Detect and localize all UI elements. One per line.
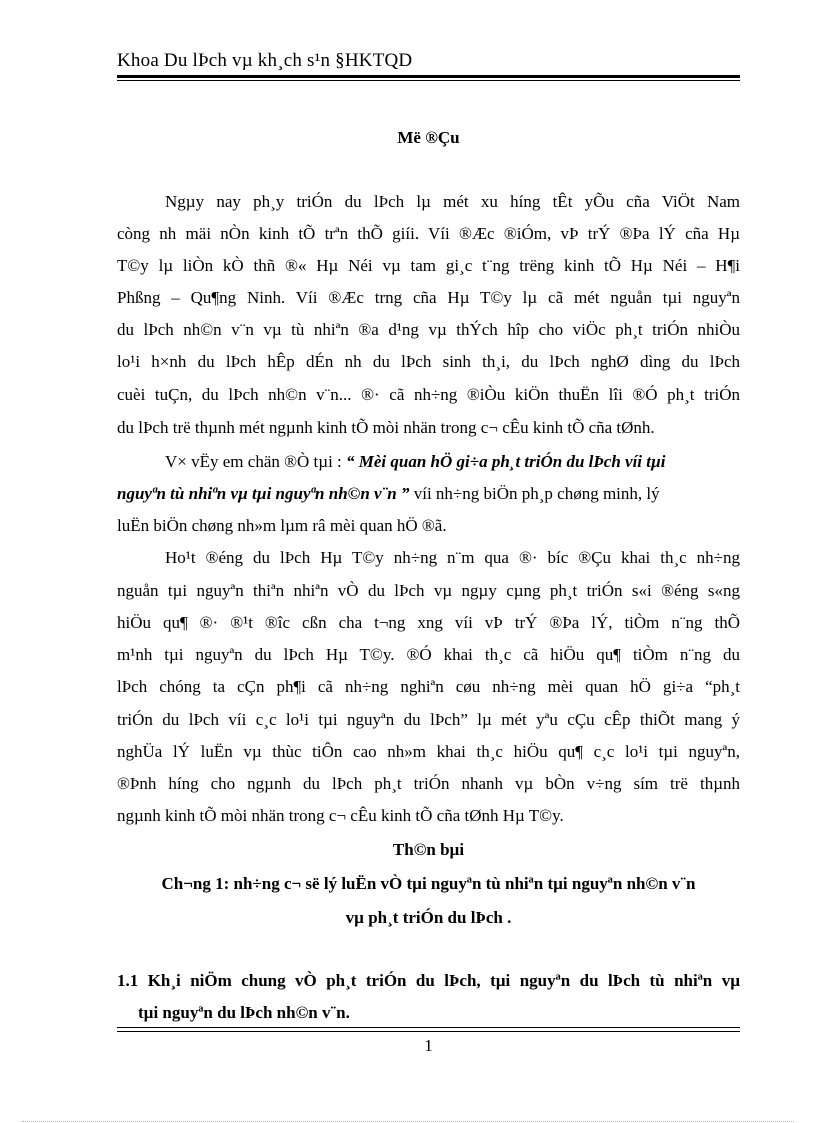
paragraph-2-line-3: luËn biÖn chøng nh»m lµm râ mèi quan hÖ ®ã.: [117, 516, 447, 535]
topic-title-part-1: “ Mèi quan hÖ gi÷a ph¸t triÓn du lÞch víi tµi: [346, 452, 666, 471]
paragraph-3-line: m¹nh tµi nguyªn du lÞch Hµ T©y. ®Ó khai th¸c cã hiÖu qu¶ tiÒm n¨ng du: [117, 645, 740, 664]
header-divider-thick: [117, 75, 740, 78]
paragraph-1-line: Ngµy nay ph¸y triÓn du lÞch lµ mét xu híng tÊt yÕu cña ViÖt Nam: [165, 192, 740, 211]
paragraph-2-line-1: [165, 452, 740, 472]
footer-divider-bottom: [117, 1031, 740, 1032]
subsection-heading-line-2: tµi nguyªn du lÞch nh©n v¨n.: [138, 1003, 350, 1022]
topic-title-part-2: nguyªn tù nhiªn vµ tµi nguyªn nh©n v¨n ”: [117, 484, 410, 503]
paragraph-3-line: nghÜa lÝ luËn vµ thùc tiÔn cao nh»m khai th¸c hiÖu qu¶ c¸c lo¹i tµi nguyªn,: [117, 742, 740, 761]
chapter-heading-line-2: vµ ph¸t triÓn du lÞch .: [345, 908, 512, 927]
page-number: 1: [424, 1036, 433, 1055]
paragraph-3-line: Ho¹t ®éng du lÞch Hµ T©y nh÷ng n¨m qua ®· bíc ®Çu khai th¸c nh÷ng: [165, 548, 740, 567]
paragraph-3-line: ®Þnh híng cho ngµnh du lÞch ph¸t triÓn nhanh vµ bÒn v÷ng sím trë thµnh: [117, 774, 740, 793]
paragraph-2-line-2: [117, 484, 740, 504]
paragraph-1-line: Phßng – Qu¶ng Ninh. Víi ®Æc trng cña Hµ T©y lµ cã mét nguån tµi nguyªn: [117, 288, 740, 307]
header-divider-thin: [117, 80, 740, 81]
topic-method-text: víi nh÷ng biÖn ph¸p chøng minh, lý: [409, 484, 660, 503]
paragraph-1-line: T©y lµ liÒn kÒ thñ ®« Hµ Néi vµ tam gi¸c t¨ng trëng kinh tÕ Hµ Néi – H¶i: [117, 256, 740, 275]
paragraph-1-line: cuèi tuÇn, du lÞch nh©n v¨n... ®· cã nh÷ng ®iÒu kiÖn thuËn lîi ®Ó ph¸t triÓn: [117, 385, 740, 404]
page-edge-dotted-line: [22, 1121, 794, 1122]
subsection-heading-line-1: 1.1 Kh¸i niÖm chung vÒ ph¸t triÓn du lÞch, tµi nguyªn du lÞch tù nhiªn vµ: [117, 971, 740, 990]
paragraph-3-line: lÞch chóng ta cÇn ph¶i cã nh÷ng nghiªn cøu nh÷ng mèi quan hÖ gi÷a “ph¸t: [117, 677, 740, 696]
running-header-title: Khoa Du lÞch vµ kh¸ch s¹n §HKTQD: [117, 50, 413, 71]
footer-divider-top: [117, 1027, 740, 1028]
paragraph-3-line: triÓn du lÞch víi c¸c lo¹i tµi nguyªn du lÞch” lµ mét yªu cÇu cÊp thiÕt mang ý: [117, 710, 740, 729]
body-heading: Th©n bµi: [392, 840, 465, 859]
paragraph-3-line: nguån tµi nguyªn thiªn nhiªn vÒ du lÞch vµ ngµy cµng ph¸t triÓn s«i ®éng s«ng: [117, 581, 740, 600]
paragraph-1-line: du lÞch nh©n v¨n vµ tù nhiªn ®a d¹ng vµ thÝch hîp cho viÖc ph¸t triÓn nhiÒu: [117, 320, 740, 339]
topic-intro-text: V× vËy em chän ®Ò tµi :: [165, 452, 347, 471]
paragraph-3-line: ngµnh kinh tÕ mòi nhän trong c¬ cÊu kinh tÕ cña tØnh Hµ T©y.: [117, 806, 564, 825]
paragraph-3-line: hiÖu qu¶ ®· ®¹t ®îc cßn cha t¬ng xng víi vÞ trÝ ®Þa lÝ, tiÒm n¨ng thÕ: [117, 613, 740, 632]
section-heading-introduction: Më ®Çu: [397, 128, 460, 147]
chapter-heading-line-1: Ch¬ng 1: nh÷ng c¬ së lý luËn vÒ tµi nguyªn tù nhiªn tµi nguyªn nh©n v¨n: [161, 874, 696, 893]
paragraph-1-line: du lÞch trë thµnh mét ngµnh kinh tÕ mòi nhän trong c¬ cÊu kinh tÕ cña tØnh.: [117, 418, 655, 437]
paragraph-1-line: lo¹i h×nh du lÞch hÊp dÉn nh du lÞch sinh th¸i, du lÞch nghØ dìng du lÞch: [117, 352, 740, 371]
paragraph-1-line: còng nh mäi nÒn kinh tÕ trªn thÕ giíi. Víi ®Æc ®iÓm, vÞ trÝ ®Þa lÝ cña Hµ: [117, 224, 740, 243]
